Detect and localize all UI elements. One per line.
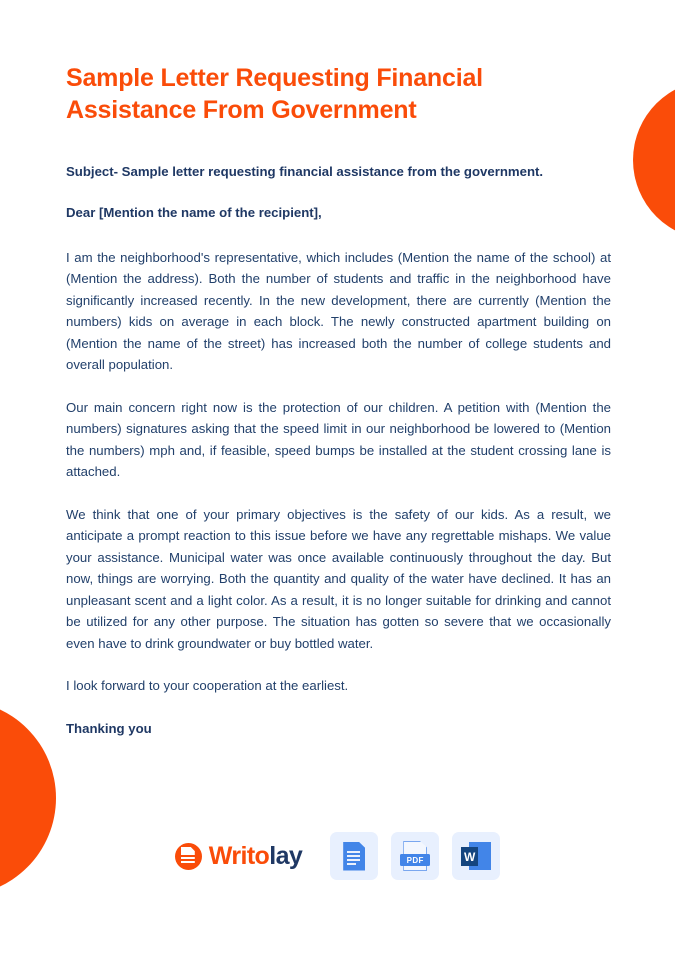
- download-word-button[interactable]: [452, 832, 500, 880]
- subject-line: Subject- Sample letter requesting financial assistance from the government.: [66, 164, 544, 179]
- pdf-label: PDF: [400, 854, 430, 866]
- footer: [0, 832, 675, 880]
- body-paragraph-2: Our main concern right now is the protection of our children. A petition with (Mention the numbers) signatures asking that the speed limit in our neighborhood be lowered to (Mention the numbers) mph and, if feasible, speed bumps be installed at the student crossing lane is attached.: [66, 399, 611, 480]
- download-buttons: [330, 832, 500, 880]
- word-file-icon: [461, 842, 491, 870]
- closing-line: I look forward to your cooperation at the earliest.: [66, 678, 349, 694]
- page-title: Sample Letter Requesting Financial Assistance From Government: [66, 64, 483, 124]
- google-doc-icon: [343, 842, 365, 871]
- word-label: W: [461, 847, 478, 866]
- brand-name-part-two: lay: [269, 841, 303, 870]
- salutation: Dear [Mention the name of the recipient],: [66, 204, 322, 220]
- body-paragraph-1: I am the neighborhood's representative, which includes (Mention the name of the school) at (Mention the address). Both the number of students and traffic in the neighborhood have significantly increased recently. In the new development, there are currently (Mention the numbers) kids on average in each block. The newly constructed apartment building on (Mention the name of the street) has increased both the number of college students and overall population.: [66, 249, 611, 373]
- document-circle-icon: [175, 843, 202, 870]
- pdf-file-icon: [403, 841, 427, 871]
- brand-name-part-one: Writo: [208, 841, 270, 870]
- download-pdf-button[interactable]: [391, 832, 439, 880]
- download-google-doc-button[interactable]: [330, 832, 378, 880]
- brand-name: [208, 841, 303, 870]
- sign-off: Thanking you: [66, 720, 152, 736]
- brand-logo[interactable]: [175, 843, 302, 870]
- body-paragraph-3: We think that one of your primary objectives is the safety of our kids. As a result, we anticipate a prompt reaction to this issue before we have any regrettable mishaps. We value your assistance. Municipal water was once available continuously throughout the day. But now, things are worrying. Both the quantity and quality of the water have declined. It has an unpleasant scent and a light color. As a result, it is no longer suitable for drinking and cannot be utilized for any other purpose. The situation has gotten so severe that we occasionally even have to drink groundwater or buy bottled water.: [66, 506, 611, 651]
